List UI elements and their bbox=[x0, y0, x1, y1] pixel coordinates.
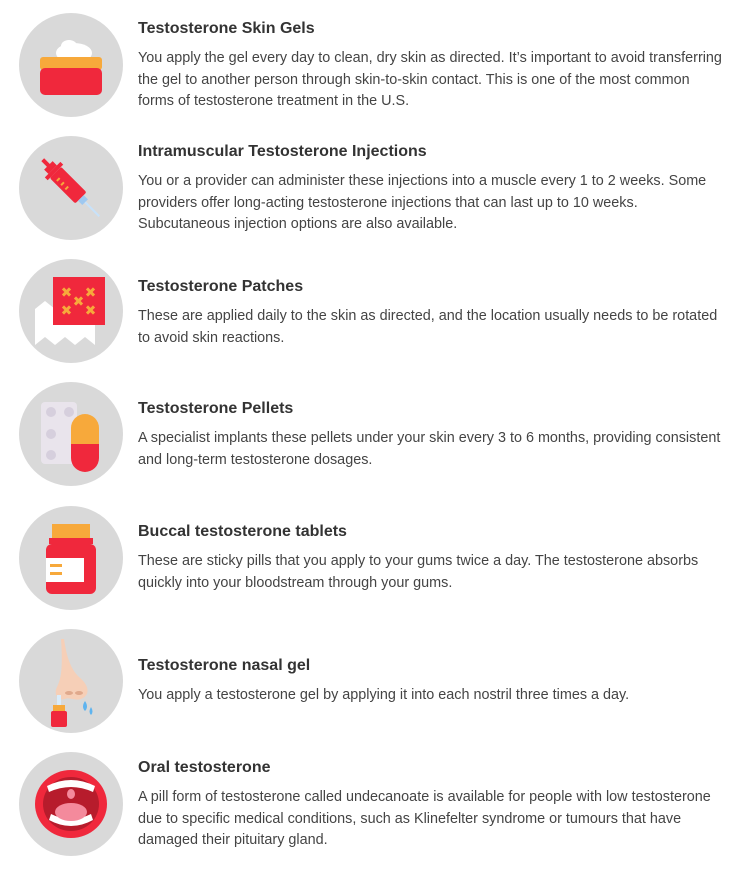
treatment-title: Testosterone Skin Gels bbox=[138, 20, 315, 37]
patch-icon bbox=[19, 259, 123, 363]
treatment-description: These are applied daily to the skin as directed, and the location usually needs to be rotated to avoid skin reactions. bbox=[138, 308, 718, 346]
syringe-icon bbox=[19, 136, 123, 240]
gel-jar-icon bbox=[19, 13, 123, 117]
treatment-title: Intramuscular Testosterone Injections bbox=[138, 143, 427, 160]
treatment-title: Testosterone Pellets bbox=[138, 400, 294, 417]
treatment-description: These are sticky pills that you apply to your gums twice a day. The testosterone absorbs quickly into your bloodstream through your gums. bbox=[138, 553, 699, 591]
treatment-description: You apply the gel every day to clean, dry skin as directed. It’s important to avoid transferring the gel to another person through skin-to-skin contact. This is one of the most common forms of testosterone treatment in the U.S. bbox=[138, 50, 722, 109]
nasal-spray-icon bbox=[19, 629, 123, 733]
open-mouth-icon bbox=[19, 752, 123, 856]
treatment-title: Oral testosterone bbox=[138, 759, 271, 776]
treatment-description: A pill form of testosterone called undecanoate is available for people with low testosterone due to specific medical conditions, such as Klinefelter syndrome or tumours that have damaged their pituitary gland. bbox=[138, 789, 711, 848]
treatment-title: Testosterone nasal gel bbox=[138, 657, 311, 674]
treatment-description: You or a provider can administer these injections into a muscle every 1 to 2 weeks. Some providers offer long-acting testosterone injections that can last up to 10 weeks. Subcutaneous injection options are also available. bbox=[138, 173, 707, 232]
treatment-title: Buccal testosterone tablets bbox=[138, 523, 347, 540]
treatment-description: You apply a testosterone gel by applying it into each nostril three times a day. bbox=[138, 687, 630, 703]
treatment-title: Testosterone Patches bbox=[138, 278, 304, 295]
pill-bottle-icon bbox=[19, 506, 123, 610]
treatment-description: A specialist implants these pellets under your skin every 3 to 6 months, providing consistent and long-term testosterone dosages. bbox=[138, 430, 721, 468]
pellets-icon bbox=[19, 382, 123, 486]
